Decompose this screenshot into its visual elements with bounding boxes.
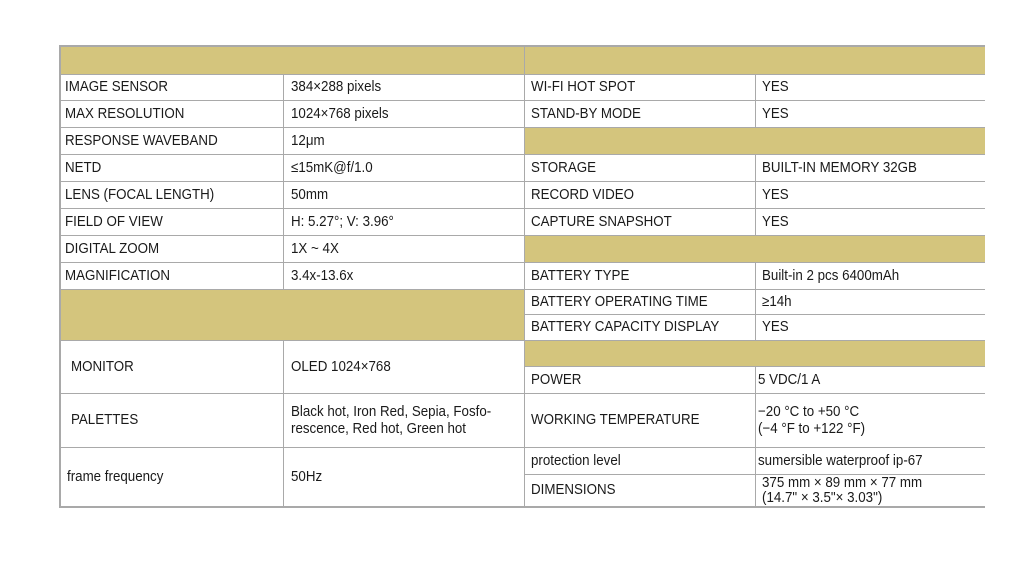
spec-value: YES bbox=[756, 182, 985, 208]
spec-label: FIELD OF VIEW bbox=[61, 209, 283, 235]
section-header-right-battery bbox=[525, 236, 985, 262]
spec-label: BATTERY TYPE bbox=[525, 263, 755, 289]
spec-value: 1024×768 pixels bbox=[284, 101, 524, 127]
spec-label: STORAGE bbox=[525, 155, 755, 181]
spec-value: 12μm bbox=[284, 128, 524, 154]
spec-label: protection level bbox=[525, 448, 755, 474]
section-header-right-top bbox=[525, 47, 985, 74]
spec-value bbox=[756, 394, 985, 447]
spec-label: DIGITAL ZOOM bbox=[61, 236, 283, 262]
spec-value: 5 VDC/1 A bbox=[756, 367, 985, 393]
section-header-left-top bbox=[61, 47, 524, 74]
spec-value: OLED 1024×768 bbox=[284, 341, 524, 393]
spec-label: RECORD VIDEO bbox=[525, 182, 755, 208]
spec-value: 50mm bbox=[284, 182, 524, 208]
spec-value: ≤15mK@f/1.0 bbox=[284, 155, 524, 181]
spec-value: YES bbox=[756, 101, 985, 127]
spec-value: 384×288 pixels bbox=[284, 75, 524, 100]
spec-label: STAND-BY MODE bbox=[525, 101, 755, 127]
spec-value: ≥14h bbox=[756, 290, 985, 314]
spec-value-line: (−4 °F to +122 °F) bbox=[758, 420, 866, 437]
section-header-right-power bbox=[525, 341, 985, 366]
spec-label: LENS (FOCAL LENGTH) bbox=[61, 182, 283, 208]
spec-value: Built-in 2 pcs 6400mAh bbox=[756, 263, 985, 289]
spec-label: POWER bbox=[525, 367, 755, 393]
spec-label: CAPTURE SNAPSHOT bbox=[525, 209, 755, 235]
spec-value: YES bbox=[756, 75, 985, 100]
section-header-left-display bbox=[61, 290, 524, 340]
spec-label: MAX RESOLUTION bbox=[61, 101, 283, 127]
spec-value: YES bbox=[756, 209, 985, 235]
spec-label: WORKING TEMPERATURE bbox=[525, 394, 755, 447]
spec-label: frame frequency bbox=[61, 448, 283, 506]
spec-value: BUILT-IN MEMORY 32GB bbox=[756, 155, 985, 181]
spec-label: BATTERY CAPACITY DISPLAY bbox=[525, 315, 755, 340]
spec-label: MAGNIFICATION bbox=[61, 263, 283, 289]
spec-label: RESPONSE WAVEBAND bbox=[61, 128, 283, 154]
spec-label: BATTERY OPERATING TIME bbox=[525, 290, 755, 314]
spec-value: YES bbox=[756, 315, 985, 340]
spec-label: MONITOR bbox=[61, 341, 283, 393]
spec-table bbox=[59, 45, 985, 508]
spec-value-line: (14.7" × 3.5"× 3.03") bbox=[762, 489, 883, 506]
spec-value: Black hot, Iron Red, Sepia, Fosfo-rescence, Red hot, Green hot bbox=[284, 394, 524, 447]
spec-value-line: −20 °C to +50 °C bbox=[758, 403, 860, 420]
spec-value: sumersible waterproof ip-67 bbox=[756, 448, 985, 474]
spec-label: IMAGE SENSOR bbox=[61, 75, 283, 100]
section-header-right-storage bbox=[525, 128, 985, 154]
spec-value: 50Hz bbox=[284, 448, 524, 506]
spec-value-line: 375 mm × 89 mm × 77 mm bbox=[762, 475, 923, 491]
spec-label: PALETTES bbox=[61, 394, 283, 447]
spec-label: NETD bbox=[61, 155, 283, 181]
spec-label: WI-FI HOT SPOT bbox=[525, 75, 755, 100]
spec-value bbox=[756, 475, 985, 506]
spec-value: H: 5.27°; V: 3.96° bbox=[284, 209, 524, 235]
spec-label: DIMENSIONS bbox=[525, 475, 755, 506]
spec-value: 3.4x-13.6x bbox=[284, 263, 524, 289]
spec-value: 1X ~ 4X bbox=[284, 236, 524, 262]
